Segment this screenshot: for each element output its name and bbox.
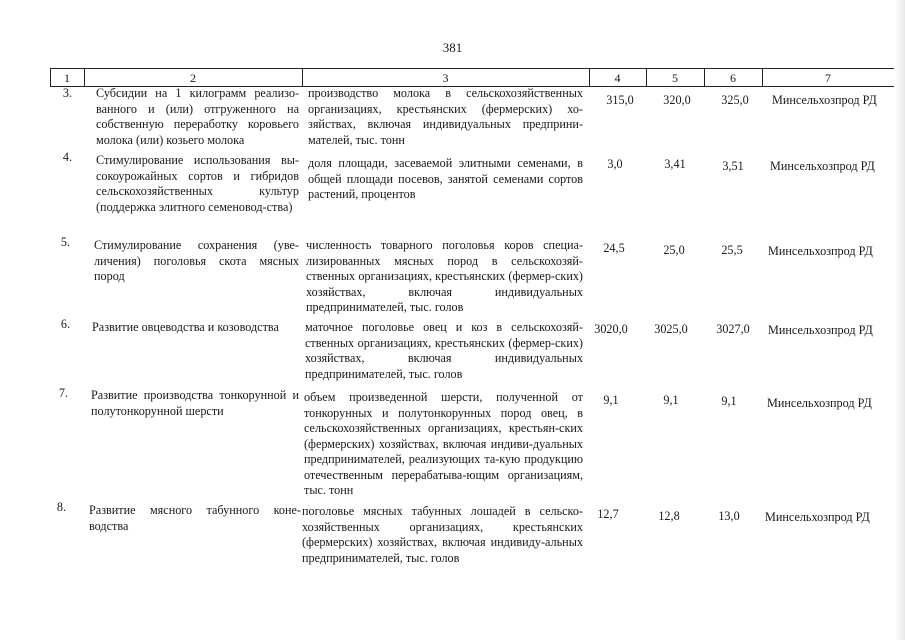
value-year-1: 3020,0 <box>594 322 628 336</box>
value-year-3: 325,0 <box>721 93 749 107</box>
value-year-1: 315,0 <box>606 93 634 107</box>
value-year-3: 9,1 <box>721 394 737 408</box>
value-year-1: 3,0 <box>607 157 623 171</box>
row-number: 3. <box>62 86 72 100</box>
value-year-2: 320,0 <box>663 93 691 107</box>
value-year-3: 3027,0 <box>716 322 750 336</box>
measure-name: Стимулирование сохранения (уве-личения) поголовья скота мясных пород <box>94 238 299 283</box>
scan-edge-shadow <box>895 0 905 640</box>
measure-name: Развитие производства тонкорунной и полутонкорунной шерсти <box>91 388 299 418</box>
row-number: 8. <box>56 500 66 514</box>
header-col-1: 1 <box>64 71 70 85</box>
measure-name: Развитие мясного табунного коне-водства <box>89 503 301 533</box>
header-col-4: 4 <box>614 71 621 85</box>
value-year-3: 25,5 <box>721 243 743 257</box>
header-top-line <box>50 68 894 69</box>
indicator-text: объем произведенной шерсти, полученной от тонкорунных и полутонкорунных пород овец, в сельскохозяйственных организациях, крестьян-ских (фермерских) хозяйствах, включая индиви-дуальных предпринимателей, реализующих та-кую продукцию отечественным перерабатыва-ющим организациям, тыс. тонн <box>304 390 583 497</box>
header-col-7: 7 <box>825 71 831 85</box>
executor: Минсельхозпрод РД <box>770 159 875 173</box>
header-col-6: 6 <box>730 71 736 85</box>
measure-name: Стимулирование использования вы-сокоурожайных сортов и гибридов сельскохозяйственных культур (поддержка элитного семеновод-ства) <box>96 153 299 214</box>
value-year-1: 12,7 <box>597 507 619 521</box>
executor: Минсельхозпрод РД <box>768 244 873 258</box>
value-year-2: 25,0 <box>663 243 685 257</box>
row-number: 4. <box>62 150 72 164</box>
measure-name: Развитие овцеводства и козоводства <box>92 320 279 334</box>
executor: Минсельхозпрод РД <box>765 510 870 524</box>
header-col-3: 3 <box>442 71 449 85</box>
indicator-text: поголовье мясных табунных лошадей в сельско-хозяйственных организациях, крестьянских (фермерских) хозяйствах, включая индивиду-альных предпринимателей, тыс. голов <box>302 504 583 565</box>
executor: Минсельхозпрод РД <box>772 93 877 107</box>
value-year-1: 24,5 <box>603 241 625 255</box>
executor: Минсельхозпрод РД <box>768 323 873 337</box>
value-year-2: 3025,0 <box>654 322 688 336</box>
measure-name: Субсидии на 1 килограмм реализо-ванного и (или) отгруженного на собственную переработку коровьего молока (или) козьего молока <box>96 86 299 147</box>
indicator-text: маточное поголовье овец и коз в сельскохозяй-ственных организациях, крестьянских (фермер-ских) хозяйствах, включая индивидуальных предпринимателей, тыс. голов <box>305 320 583 381</box>
header-col-2: 2 <box>190 71 196 85</box>
value-year-3: 3,51 <box>722 159 744 173</box>
indicator-text: доля площади, засеваемой элитными семенами, в общей площади посевов, занятой семенами сортов растений, процентов <box>308 156 583 201</box>
value-year-2: 12,8 <box>658 509 680 523</box>
value-year-3: 13,0 <box>718 509 740 523</box>
page-number: 381 <box>442 40 463 55</box>
row-number: 6. <box>60 317 70 331</box>
row-number: 7. <box>58 386 68 400</box>
executor: Минсельхозпрод РД <box>767 396 872 410</box>
indicator-text: численность товарного поголовья коров специа-лизированных мясных пород в сельскохозяй-ственных организациях, крестьянских (фермер-ских) хозяйствах, включая индивидуальных предпринимателей, тыс. голов <box>306 238 583 314</box>
header-col-5: 5 <box>672 71 678 85</box>
value-year-2: 9,1 <box>663 393 679 407</box>
value-year-2: 3,41 <box>664 157 686 171</box>
value-year-1: 9,1 <box>603 393 619 407</box>
indicator-text: производство молока в сельскохозяйственных организациях, крестьянских (фермерских) хо-зяйствах, включая индивидуальных предприни-мателей, тыс. тонн <box>308 86 583 147</box>
row-number: 5. <box>60 235 70 249</box>
